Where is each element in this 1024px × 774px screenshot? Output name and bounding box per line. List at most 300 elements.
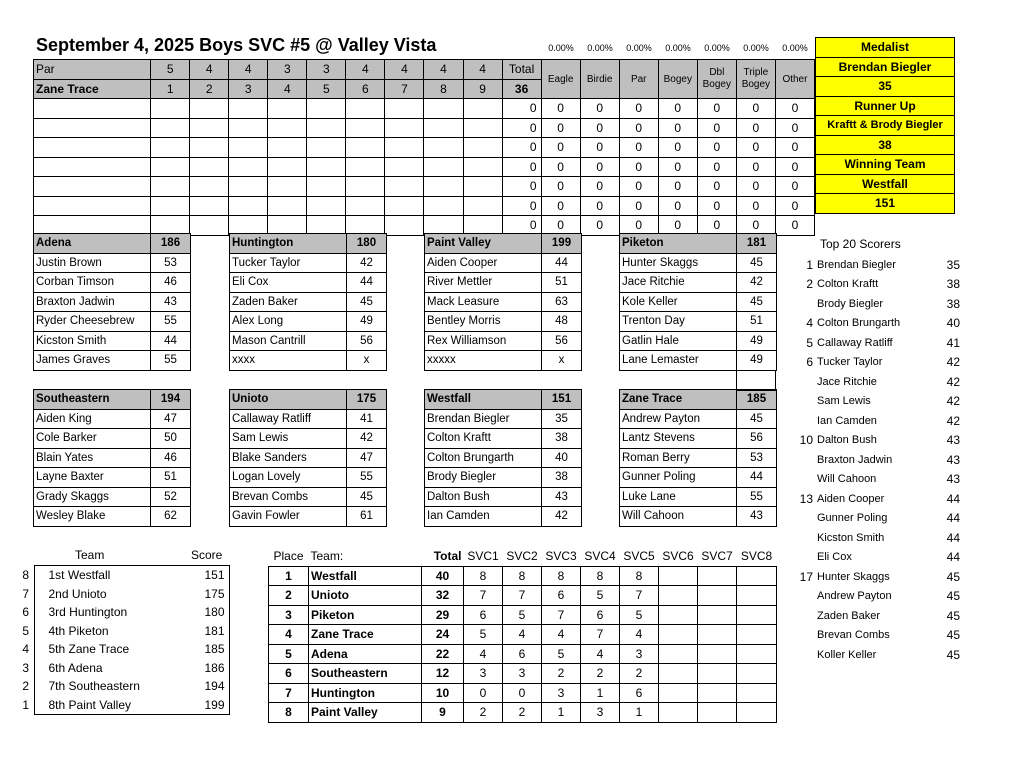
team-header-row [425,234,582,254]
team-name: Paint Valley [425,234,542,254]
hole-score-cell [190,138,229,158]
player-name: Dalton Bush [425,487,542,507]
svc-points [659,644,698,664]
hole-score-cell [307,138,346,158]
player-name: Mason Cantrill [230,331,347,351]
stat-count-cell: 0 [580,99,619,119]
svc-points [698,703,737,723]
svc-points: 0 [503,683,542,703]
svc-points: 1 [620,703,659,723]
team-points: 6 [18,603,34,622]
stat-count-cell: 0 [619,99,658,119]
hole-score-cell [346,177,385,197]
stat-count-cell: 0 [736,216,775,236]
player-name: Will Cahoon [620,507,737,527]
top20-row [795,509,960,529]
standings-place: 3 [269,605,309,625]
top20-player: Sam Lewis [817,395,871,408]
top20-player: Jace Ritchie [817,375,877,388]
hole-score-cell [268,99,307,119]
player-score: 53 [737,448,777,468]
hole-score-cell [385,157,424,177]
stat-count-cell: 0 [619,138,658,158]
hole-score-cell [190,157,229,177]
team-score: 186 [174,659,229,678]
stat-count-cell: 0 [658,138,697,158]
top20-rank: 1 [806,257,813,272]
stat-count-cell: 0 [736,177,775,197]
standings-header-row [269,547,777,566]
stat-count-cell: 0 [736,118,775,138]
player-name: Ryder Cheesebrew [34,312,151,332]
player-row [230,253,387,273]
winning-team-label: Winning Team [816,155,955,175]
standings-team: Westfall [309,566,422,586]
player-name: Andrew Payton [620,409,737,429]
standings-team: Southeastern [309,664,422,684]
hole-score-cell [463,99,502,119]
top20-score: 44 [946,530,960,545]
hole-score-cell [346,99,385,119]
player-total-cell: 0 [502,118,541,138]
svc-points [737,566,777,586]
svc-points [659,625,698,645]
team-points: 7 [18,585,34,604]
player-score: 56 [347,331,387,351]
player-name: Tucker Taylor [230,253,347,273]
top20-row [795,587,960,607]
player-row [425,429,582,449]
player-name: Aiden Cooper [425,253,542,273]
top20-rank: 10 [799,433,813,448]
winning-team-score: 151 [816,194,955,214]
stat-count-cell: 0 [658,157,697,177]
player-name: Zaden Baker [230,292,347,312]
top20-player: Brevan Combs [817,629,890,642]
svc-points: 6 [542,586,581,606]
medalist-score: 35 [816,77,955,97]
player-name: Colton Brungarth [425,448,542,468]
svc-points: 4 [620,625,659,645]
hole-score-cell [346,118,385,138]
player-name-cell [34,177,151,197]
scorecard-row [34,196,815,216]
stat-count-cell: 0 [619,216,658,236]
hole-score-cell [463,196,502,216]
player-name: Callaway Ratliff [230,409,347,429]
player-score: 43 [737,507,777,527]
standings-row [269,683,777,703]
team-header-row [230,390,387,410]
bogey-header: Bogey [658,60,697,99]
hole-score-cell [268,157,307,177]
hole-score-cell [229,177,268,197]
stat-count-cell: 0 [697,99,736,119]
svc-header: SVC3 [545,549,577,564]
team-place-name: 4th Piketon [34,622,174,641]
hole-score-cell [229,157,268,177]
top20-player: Brody Biegler [817,297,884,310]
player-score: 46 [151,448,191,468]
hole-score-cell [385,177,424,197]
stat-count-cell: 0 [619,118,658,138]
bogey-percent: 0.00% [665,43,691,53]
team-col-header: Team: [310,549,344,564]
top20-player: Eli Cox [817,551,852,564]
svc-header: SVC4 [584,549,616,564]
player-row [425,409,582,429]
player-score: 44 [737,468,777,488]
stat-count-cell: 0 [658,196,697,216]
player-name: Wesley Blake [34,507,151,527]
top20-rank: 2 [806,277,813,292]
svc-points: 8 [503,566,542,586]
svc-points [698,625,737,645]
par-label: Par [34,60,151,80]
top20-row [795,567,960,587]
player-row [230,351,387,371]
svc-points [698,605,737,625]
svc-points [737,664,777,684]
svc-points: 4 [542,625,581,645]
team-score-row [18,585,229,604]
svc-points: 2 [503,703,542,723]
player-score: 55 [151,312,191,332]
scorecard-row [34,138,815,158]
player-score: 43 [151,292,191,312]
medalist-name: Brendan Biegler [816,57,955,77]
player-score: 55 [737,487,777,507]
player-name: Brevan Combs [230,487,347,507]
standings-team: Piketon [309,605,422,625]
hole-score-cell [424,157,463,177]
stat-count-cell: 0 [580,118,619,138]
team-table [424,389,582,527]
top20-score: 43 [946,452,960,467]
player-name: Grady Skaggs [34,487,151,507]
player-total-cell: 0 [502,99,541,119]
team-score: 181 [174,622,229,641]
standings-row [269,566,777,586]
page-title: September 4, 2025 Boys SVC #5 @ Valley Vista [36,35,437,55]
svc-points: 8 [620,566,659,586]
top20-rank: 5 [806,335,813,350]
top20-row [795,470,960,490]
player-row [620,253,777,273]
player-score: 52 [151,487,191,507]
player-row [34,292,191,312]
player-score: 51 [737,312,777,332]
hole-score-cell [307,196,346,216]
top20-player: Dalton Bush [817,434,877,447]
player-score: 48 [542,312,582,332]
top20-score: 44 [946,511,960,526]
par-total: 36 [502,79,541,99]
standings-team: Unioto [309,586,422,606]
stat-count-cell: 0 [541,196,580,216]
standings-total: 10 [422,683,464,703]
hole-score-cell [190,196,229,216]
player-score: 40 [542,448,582,468]
standings-total: 24 [422,625,464,645]
svc-points [698,683,737,703]
player-score: 45 [347,292,387,312]
svc-points: 0 [464,683,503,703]
top20-row [795,626,960,646]
top20-player: Callaway Ratliff [817,336,893,349]
top20-score: 45 [946,628,960,643]
top20-rank [795,528,815,548]
top20-rank [795,548,815,568]
svc-points [659,664,698,684]
hole-score-cell [307,177,346,197]
top20-player: Hunter Skaggs [817,570,890,583]
hole-8: 8 [424,79,463,99]
player-row [230,292,387,312]
svc-points: 7 [503,586,542,606]
player-row [425,468,582,488]
player-name: Mack Leasure [425,292,542,312]
player-name: River Mettler [425,273,542,293]
player-row [34,331,191,351]
standings-row [269,605,777,625]
total-label: Total [502,60,541,80]
standings-place: 2 [269,586,309,606]
player-name: Braxton Jadwin [34,292,151,312]
top20-rank [795,392,815,412]
team-name: Zane Trace [620,390,737,410]
player-name: Lantz Stevens [620,429,737,449]
team-header-row [34,390,191,410]
player-score: 61 [347,507,387,527]
standings-table [268,547,777,723]
player-row [230,429,387,449]
svc-points: 5 [503,605,542,625]
standings-place: 7 [269,683,309,703]
team-score: 194 [174,677,229,696]
player-row [230,448,387,468]
player-score: 47 [151,409,191,429]
triple-bogey-percent: 0.00% [743,43,769,53]
stat-count-cell: 0 [658,118,697,138]
player-row [425,487,582,507]
team-total: 186 [151,234,191,254]
par-header: Par [619,60,658,99]
top20-player: Kicston Smith [817,531,885,544]
hole-score-cell [346,157,385,177]
top20-rank [795,372,815,392]
player-row [34,429,191,449]
team-points: 8 [18,566,34,585]
player-row [230,331,387,351]
hole-score-cell [424,118,463,138]
top20-row [795,372,960,392]
svc-points: 6 [620,683,659,703]
player-score: 42 [542,507,582,527]
par-hole-9: 4 [463,60,502,80]
svc-points: 3 [581,703,620,723]
top20-row [795,392,960,412]
top20-score: 40 [946,316,960,331]
player-name: Kicston Smith [34,331,151,351]
hole-score-cell [268,118,307,138]
top20-score: 44 [946,491,960,506]
stat-count-cell: 0 [541,118,580,138]
player-name: Trenton Day [620,312,737,332]
top20-row [795,333,960,353]
extra-row [737,371,776,391]
stat-count-cell: 0 [736,99,775,119]
stat-count-cell: 0 [697,196,736,216]
player-score: 35 [542,409,582,429]
player-name: Eli Cox [230,273,347,293]
player-row [620,429,777,449]
player-score: 44 [151,331,191,351]
hole-2: 2 [190,79,229,99]
top20-rank [795,587,815,607]
par-percent: 0.00% [626,43,652,53]
hole-5: 5 [307,79,346,99]
player-score: 56 [542,331,582,351]
svc-points: 3 [620,644,659,664]
top20-rank: 6 [806,355,813,370]
hole-score-cell [385,216,424,236]
stat-count-cell: 0 [736,157,775,177]
hole-score-cell [463,118,502,138]
standings-total: 29 [422,605,464,625]
top20-score: 35 [946,257,960,272]
stat-count-cell: 0 [658,216,697,236]
top20-score: 42 [946,355,960,370]
player-score: 55 [347,468,387,488]
svc-points [659,586,698,606]
team-name: Huntington [230,234,347,254]
top20-row [795,645,960,665]
player-score: 42 [347,253,387,273]
top20-rank [795,645,815,665]
stat-count-cell: 0 [541,157,580,177]
stat-count-cell: 0 [580,196,619,216]
hole-score-cell [268,196,307,216]
top20-score: 45 [946,608,960,623]
svc-points: 5 [542,644,581,664]
scorecard-team-name: Zane Trace [34,79,151,99]
top20-rank: 17 [799,569,813,584]
player-name: xxxxx [425,351,542,371]
player-row [34,448,191,468]
standings-place: 1 [269,566,309,586]
team-score: 199 [174,696,229,715]
top20-score: 38 [946,296,960,311]
par-hole-8: 4 [424,60,463,80]
player-score: 55 [151,351,191,371]
top20-player: Braxton Jadwin [817,453,893,466]
player-row [425,312,582,332]
team-name: Southeastern [34,390,151,410]
svc-points: 7 [464,586,503,606]
team-table [33,389,191,527]
team-points: 3 [18,659,34,678]
hole-score-cell [463,177,502,197]
player-name: Kole Keller [620,292,737,312]
standings-total: 40 [422,566,464,586]
player-row [620,487,777,507]
top20-score: 45 [946,589,960,604]
eagle-percent: 0.00% [548,43,574,53]
hole-score-cell [229,196,268,216]
player-score: 42 [347,429,387,449]
svc-points: 2 [620,664,659,684]
svc-points [698,586,737,606]
awards-box [815,37,955,214]
stat-count-cell: 0 [619,157,658,177]
svc-points: 4 [464,644,503,664]
player-row [34,468,191,488]
player-total-cell: 0 [502,138,541,158]
svc-points: 4 [581,644,620,664]
player-row [620,273,777,293]
team-place-name: 1st Westfall [34,566,174,585]
player-name: Hunter Skaggs [620,253,737,273]
player-total-cell: 0 [502,177,541,197]
top20-rank: 4 [806,316,813,331]
player-name: Colton Kraftt [425,429,542,449]
player-row [34,351,191,371]
top20-rank [795,470,815,490]
hole-score-cell [307,157,346,177]
other-percent: 0.00% [782,43,808,53]
triple-bogey-header: Triple Bogey [736,60,775,99]
svc-points [737,683,777,703]
top20-score: 43 [946,433,960,448]
stat-count-cell: 0 [736,138,775,158]
player-score: 47 [347,448,387,468]
player-row [34,507,191,527]
top20-table [795,255,960,665]
team-table [33,233,191,371]
svc-header: SVC1 [467,549,499,564]
top20-player: Will Cahoon [817,473,877,486]
player-score: 45 [347,487,387,507]
hole-score-cell [151,196,190,216]
top20-rank [795,606,815,626]
stat-count-cell: 0 [775,99,814,119]
team-score-row [18,622,229,641]
player-name: Layne Baxter [34,468,151,488]
stat-count-cell: 0 [697,216,736,236]
player-score: x [347,351,387,371]
hole-score-cell [307,118,346,138]
player-name: Alex Long [230,312,347,332]
team-score: 180 [174,603,229,622]
player-row [34,253,191,273]
standings-team: Paint Valley [309,703,422,723]
top20-row [795,314,960,334]
stat-count-cell: 0 [775,216,814,236]
top20-row [795,548,960,568]
scorecard-row [34,177,815,197]
player-name: Lane Lemaster [620,351,737,371]
player-row [620,312,777,332]
svc-points [659,605,698,625]
stat-count-cell: 0 [619,196,658,216]
hole-score-cell [463,138,502,158]
hole-4: 4 [268,79,307,99]
stat-count-cell: 0 [697,157,736,177]
team-header-row [230,234,387,254]
stat-count-cell: 0 [541,177,580,197]
team-total: 151 [542,390,582,410]
